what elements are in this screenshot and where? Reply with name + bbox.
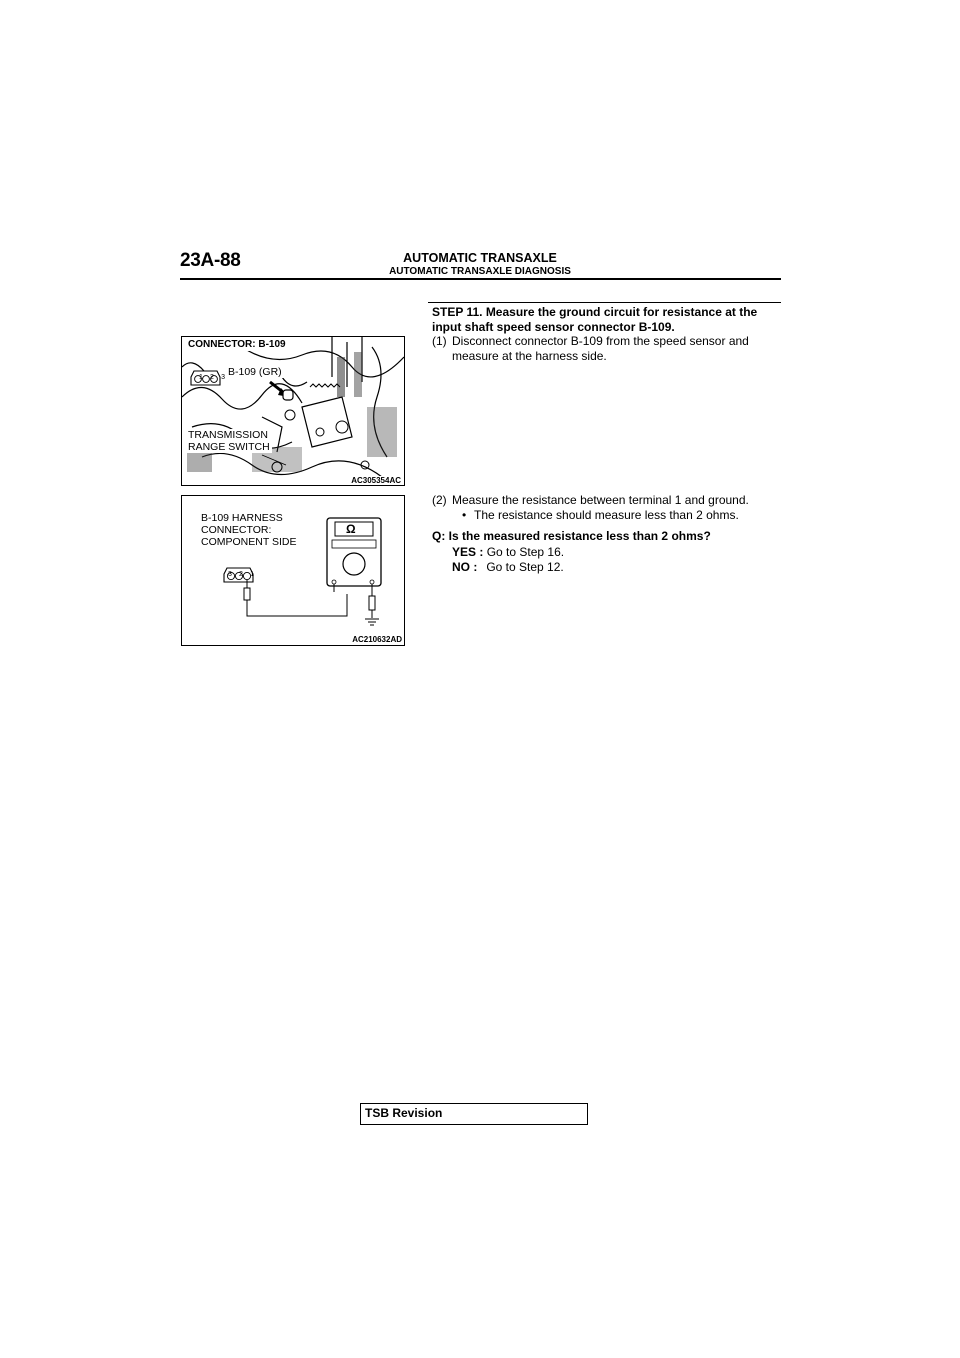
pin-label: 1	[199, 374, 203, 381]
pin-label: 1	[250, 571, 254, 578]
substep-number: (2)	[432, 493, 447, 507]
bullet-icon: •	[462, 508, 467, 522]
pin-label: 2	[210, 374, 214, 381]
figure2-label-line1: B-109 HARNESS	[201, 512, 283, 524]
substep-2	[432, 493, 777, 508]
connector-callout: B-109 (GR)	[228, 366, 282, 378]
no-answer	[452, 560, 564, 575]
figure1-title: CONNECTOR: B-109	[188, 339, 286, 350]
substep-1	[432, 334, 777, 364]
header-title: AUTOMATIC TRANSAXLE	[403, 251, 557, 265]
ohm-symbol: Ω	[346, 522, 356, 536]
yes-answer	[452, 545, 564, 560]
bullet-text: The resistance should measure less than 2 ohms.	[474, 508, 739, 522]
ground-icon	[365, 619, 379, 625]
substep-number: (1)	[432, 334, 447, 348]
header-rule	[180, 278, 781, 280]
switch-label-line2: RANGE SWITCH	[188, 441, 270, 453]
no-label: NO :	[452, 560, 478, 574]
resistance-measurement-figure	[181, 495, 405, 646]
footer-label: TSB Revision	[365, 1106, 443, 1120]
page-number: 23A-88	[180, 250, 241, 271]
bullet-item	[462, 508, 782, 523]
figure2-code: AC210632AD	[352, 635, 402, 644]
step-rule	[428, 302, 781, 303]
engine-illustration	[182, 337, 404, 485]
no-text: Go to Step 12.	[486, 560, 564, 574]
yes-text: Go to Step 16.	[486, 545, 565, 559]
substep-text: Measure the resistance between terminal 1 and ground.	[452, 493, 749, 507]
switch-label-line1: TRANSMISSION	[188, 429, 268, 441]
pin-label: 2	[239, 571, 243, 578]
header-subtitle: AUTOMATIC TRANSAXLE DIAGNOSIS	[389, 266, 571, 277]
substep-text: Disconnect connector B-109 from the speed sensor and measure at the harness side.	[452, 334, 749, 363]
question: Q: Is the measured resistance less than 2 ohms?	[432, 529, 711, 543]
harness-pins	[228, 571, 254, 578]
connector-pins	[199, 374, 225, 381]
step-title: STEP 11. Measure the ground circuit for resistance at the input shaft speed sensor connector B-109.	[432, 305, 758, 334]
pin-label: 3	[228, 571, 232, 578]
pin-label: 3	[221, 374, 225, 381]
figure2-label-line3: COMPONENT SIDE	[201, 536, 297, 548]
connector-location-figure	[181, 336, 405, 486]
yes-label: YES :	[452, 545, 484, 559]
figure2-label-line2: CONNECTOR:	[201, 524, 272, 536]
figure1-code: AC305354AC	[351, 476, 401, 485]
